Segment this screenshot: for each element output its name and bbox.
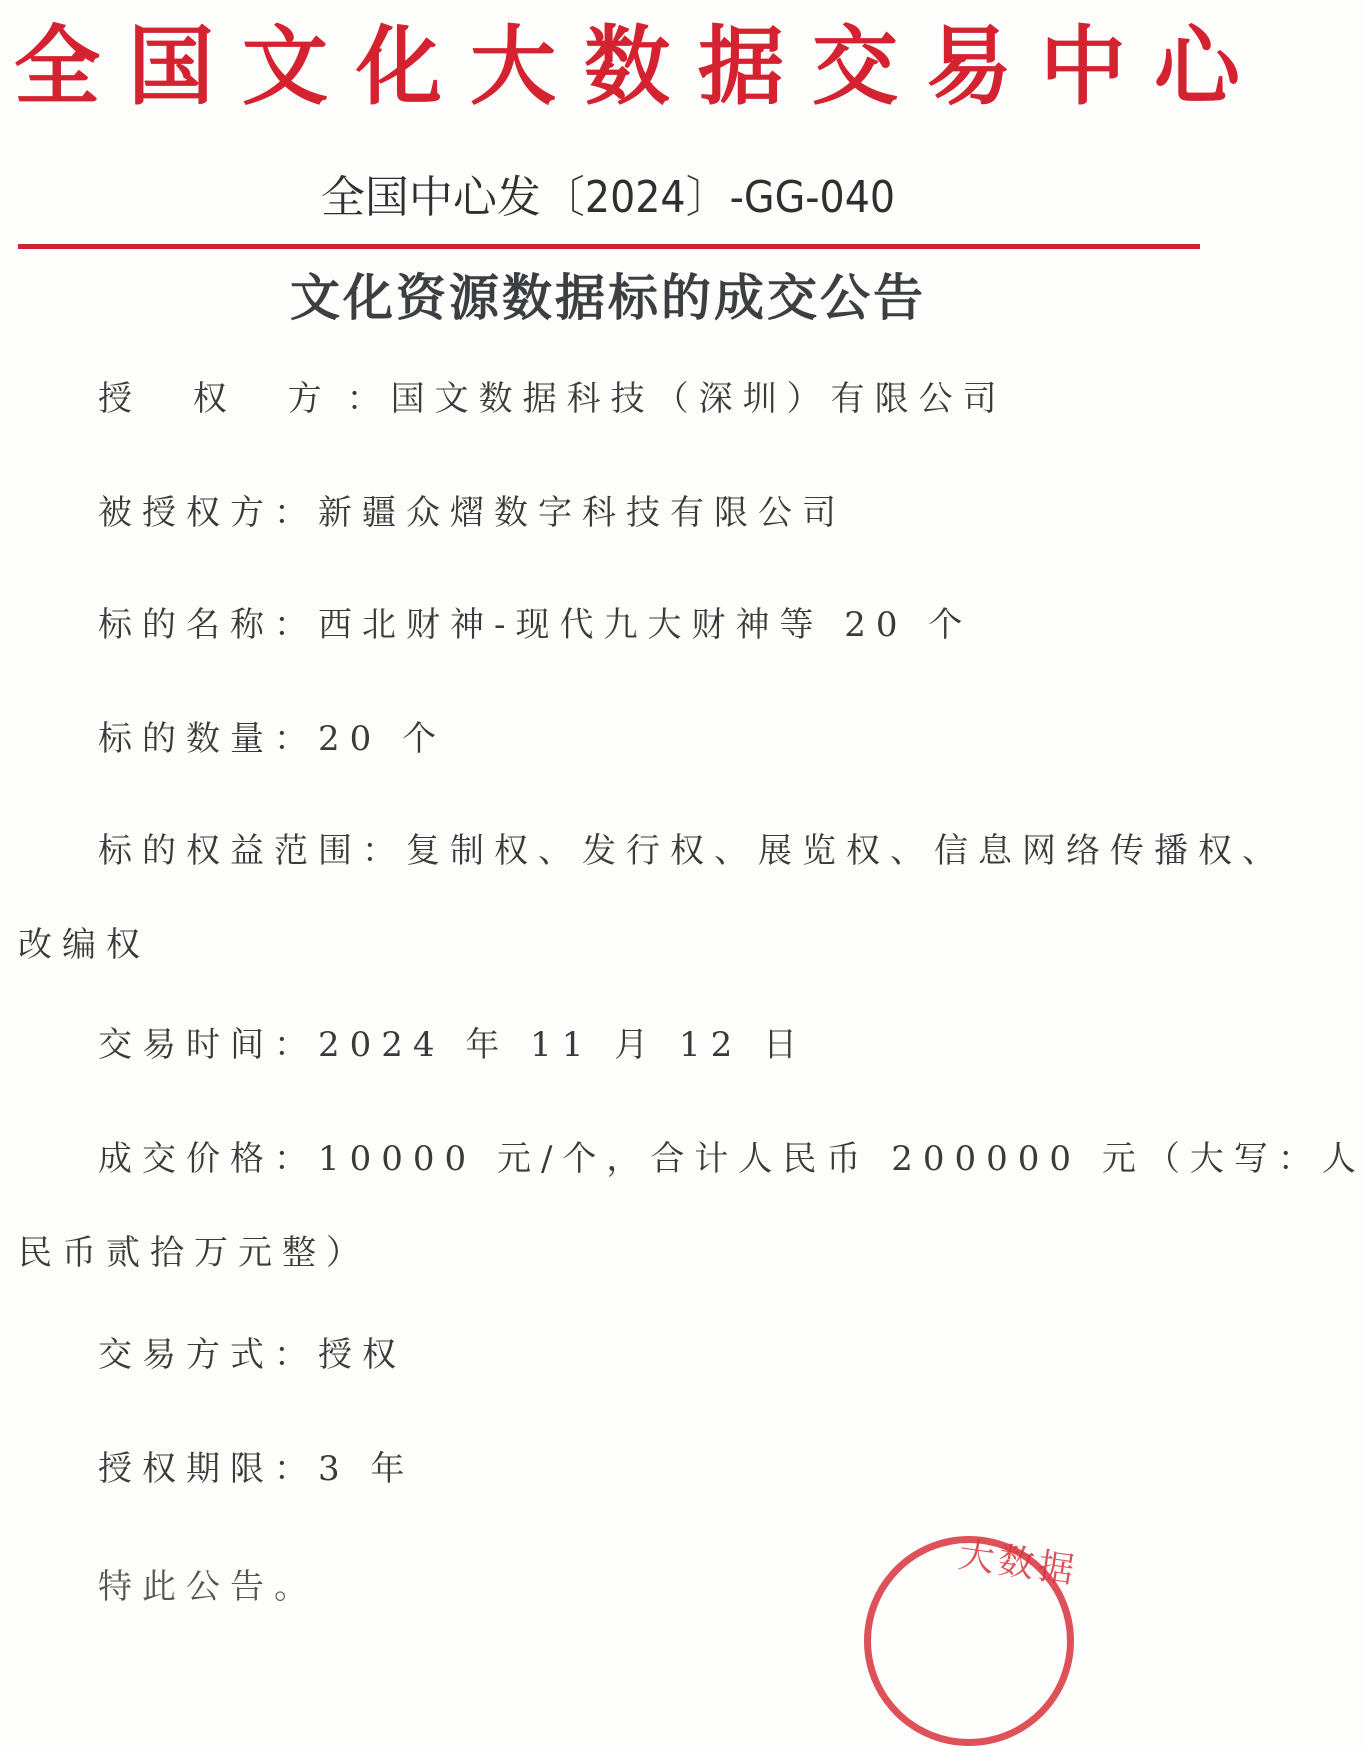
field-value: 新疆众熠数字科技有限公司 — [318, 493, 846, 533]
field-value: 20 个 — [318, 719, 447, 759]
field-separator: ： — [274, 1139, 318, 1179]
field-licensor — [0, 356, 1216, 442]
field-rights-scope — [0, 808, 1286, 988]
field-separator: ： — [274, 719, 318, 759]
field-value-continued: 改编权 — [18, 925, 150, 965]
field-separator: ： — [274, 1335, 318, 1375]
field-value: 授权 — [318, 1335, 406, 1375]
field-subject-quantity — [0, 696, 1216, 782]
field-value: 3 年 — [318, 1449, 415, 1489]
closing-text: 特此公告。 — [98, 1567, 318, 1607]
header-divider — [18, 244, 1200, 249]
field-label: 交易方式 — [98, 1335, 274, 1375]
field-license-term — [0, 1426, 1216, 1512]
field-label: 被授权方 — [98, 493, 274, 533]
field-label: 标的权益范围 — [98, 831, 362, 871]
field-subject-name — [0, 582, 1216, 668]
field-separator: ： — [362, 831, 406, 871]
field-trade-time — [0, 1002, 1216, 1088]
field-value: 复制权、发行权、展览权、信息网络传播权、 — [406, 831, 1286, 871]
field-separator: ： — [274, 493, 318, 533]
field-trade-method — [0, 1312, 1216, 1398]
field-value: 2024 年 11 月 12 日 — [318, 1025, 808, 1065]
field-value: 西北财神-现代九大财神等 20 个 — [318, 605, 973, 645]
seal-text: 大数据 — [955, 1534, 1081, 1593]
field-label: 交易时间 — [98, 1025, 274, 1065]
field-separator: ： — [274, 1449, 318, 1489]
document-number: 全国中心发〔2024〕-GG-040 — [320, 172, 896, 223]
field-separator: ： — [346, 379, 391, 419]
field-value: 国文数据科技（深圳）有限公司 — [390, 379, 1007, 419]
field-value: 10000 元/个，合计人民币 200000 元（大写：人 — [318, 1139, 1366, 1179]
field-label: 成交价格 — [98, 1139, 274, 1179]
field-licensee — [0, 470, 1216, 556]
field-label: 授权期限 — [98, 1449, 274, 1489]
field-label: 授 权 方 — [98, 379, 347, 419]
organization-letterhead: 全国文化大数据交易中心 — [14, 16, 1268, 117]
field-label: 标的名称 — [98, 605, 274, 645]
field-price — [0, 1116, 1366, 1296]
field-value-continued: 民币贰拾万元整） — [18, 1233, 370, 1273]
page-title: 文化资源数据标的成交公告 — [290, 269, 926, 327]
field-separator: ： — [274, 605, 318, 645]
field-separator: ： — [274, 1025, 318, 1065]
field-label: 标的数量 — [98, 719, 274, 759]
